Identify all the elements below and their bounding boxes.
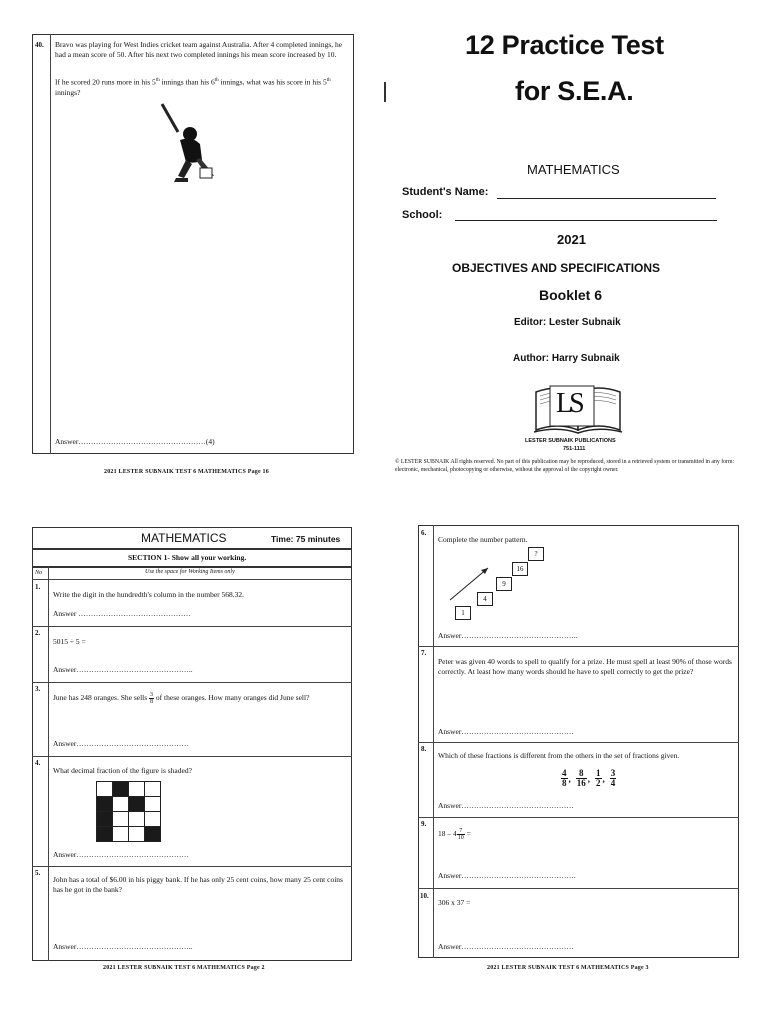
- q4-shaded-grid: [96, 781, 160, 841]
- page2-header-title: MATHEMATICS: [141, 531, 227, 545]
- q7-number: 7.: [421, 649, 427, 657]
- row-divider: [418, 888, 739, 889]
- step-5: ?: [528, 547, 544, 561]
- col-no: No: [35, 570, 43, 576]
- q2-text: 5015 ÷ 5 =: [53, 637, 86, 646]
- q4-text: What decimal fraction of the figure is shaded?: [53, 766, 192, 775]
- q7-text: Peter was given 40 words to spell to qualify for a prize. He must spell at least 90% of those words correctly. At least how many words should he have to spell correctly to get the prize?: [438, 657, 732, 676]
- q8-fraction-set: $\frac{4}{8}$ , $\frac{8}{16}$ , $\frac{1}{2}$ , $\frac{3}{4}$: [562, 768, 616, 788]
- cover-booklet: Booklet 6: [539, 287, 603, 303]
- q10-number: 10.: [420, 892, 429, 900]
- q40-question: If he scored 20 runs more in his 5th innings than his 6th innings, what was his score in his 5th innings?: [55, 77, 331, 97]
- q5-answer-line: Answer………………………………………..: [53, 942, 193, 951]
- step-1: 1: [455, 606, 471, 620]
- row-divider: [32, 682, 352, 683]
- q1-number: 1.: [35, 583, 41, 591]
- grid-cell: [112, 826, 129, 842]
- grid-cell: [96, 781, 113, 797]
- q8-answer-line: Answer………………………………………: [438, 801, 574, 810]
- q3-number: 3.: [35, 685, 41, 693]
- student-name-field[interactable]: [497, 198, 716, 199]
- grid-cell-shaded: [96, 811, 113, 827]
- grid-cell-shaded: [112, 781, 129, 797]
- student-name-label: Student's Name:: [402, 186, 489, 198]
- page2-section: SECTION 1- Show all your working.: [128, 553, 247, 562]
- q10-answer-line: Answer………………………………………: [438, 942, 574, 951]
- school-label: School:: [402, 209, 443, 221]
- q3-answer-line: Answer………………………………………: [53, 739, 189, 748]
- page2-footer: 2021 LESTER SUBNAIK TEST 6 MATHEMATICS Page 2: [103, 965, 265, 971]
- col-space: Use the space for Working Items only: [145, 569, 235, 575]
- grid-cell: [144, 781, 161, 797]
- page3-footer: 2021 LESTER SUBNAIK TEST 6 MATHEMATICS Page 3: [487, 965, 649, 971]
- q9-text: 18 – 4 $\frac{7}{10}$ =: [438, 828, 471, 841]
- q5-text: John has a total of $6.00 in his piggy bank. If he has only 25 cent coins, how many 25 cent coins has he got in the bank?: [53, 875, 343, 894]
- q40-text: Bravo was playing for West Indies cricket team against Australia. After 4 completed innings, he had a mean score of 50. After his next two completed innings his mean score increased by 10.: [55, 40, 343, 59]
- copyright-notice: © LESTER SUBNAIK All rights reserved. No part of this publication may be reproduced, stored in a retrieved system or transmitted in any form: electronic, mechanical, photocopying or otherwise, without the approval of the copyright owner.: [395, 459, 735, 473]
- q6-text: Complete the number pattern.: [438, 535, 528, 544]
- page16-footer: 2021 LESTER SUBNAIK TEST 6 MATHEMATICS Page 16: [104, 469, 269, 475]
- row-divider: [32, 579, 352, 580]
- row-divider: [418, 817, 739, 818]
- q40-number: 40.: [35, 41, 44, 49]
- publisher-name: LESTER SUBNAIK PUBLICATIONS: [525, 438, 616, 444]
- cover-editor: Editor: Lester Subnaik: [514, 317, 621, 328]
- grid-cell: [112, 796, 129, 812]
- q1-text: Write the digit in the hundredth's column in the number 568.32.: [53, 590, 245, 599]
- page2-time: Time: 75 minutes: [271, 534, 341, 544]
- row-divider: [32, 866, 352, 867]
- q9-fraction: $\frac{7}{10}$: [457, 828, 464, 841]
- q2-answer-line: Answer………………………………………..: [53, 665, 193, 674]
- q3-text: June has 248 oranges. She sells $\frac{3}{8}$ of these oranges. How many oranges did June sell?: [53, 692, 310, 705]
- grid-cell: [128, 781, 145, 797]
- grid-cell-shaded: [96, 826, 113, 842]
- school-field[interactable]: [455, 220, 717, 221]
- cover-title-line2: for S.E.A.: [515, 76, 634, 106]
- cover-subject: MATHEMATICS: [527, 162, 620, 177]
- q1-answer-line: Answer ………………………………………: [53, 609, 191, 618]
- cover-year: 2021: [557, 232, 586, 247]
- grid-cell: [144, 796, 161, 812]
- row-divider: [32, 626, 352, 627]
- grid-cell: [128, 826, 145, 842]
- cover-objectives: OBJECTIVES AND SPECIFICATIONS: [452, 261, 661, 275]
- cover-title-line1: 12 Practice Test: [465, 30, 664, 60]
- q4-answer-line: Answer………………………………………: [53, 850, 189, 859]
- q10-text: 306 x 37 =: [438, 898, 471, 907]
- q3-fraction: $\frac{3}{8}$: [150, 692, 154, 705]
- q4-number: 4.: [35, 759, 41, 767]
- grid-cell-shaded: [144, 826, 161, 842]
- q8-fraction: $\frac{4}{8}$: [562, 768, 567, 788]
- cricketer-illustration: [152, 100, 224, 184]
- q8-fraction: $\frac{8}{16}$: [576, 768, 586, 788]
- cover-author: Author: Harry Subnaik: [513, 353, 620, 364]
- step-3: 9: [496, 577, 512, 591]
- logo-letters: LS: [556, 388, 581, 419]
- q2-number: 2.: [35, 629, 41, 637]
- q8-fraction: $\frac{3}{4}$: [610, 768, 616, 788]
- grid-cell: [112, 811, 129, 827]
- q40-answer-line: Answer……………………………………………(4): [55, 437, 215, 446]
- grid-cell-shaded: [96, 796, 113, 812]
- scan-mark: [384, 82, 386, 102]
- q9-answer-line: Answer……………………………………….: [438, 871, 576, 880]
- grid-cell-shaded: [128, 796, 145, 812]
- q5-number: 5.: [35, 869, 41, 877]
- q8-number: 8.: [421, 745, 427, 753]
- grid-cell: [128, 811, 145, 827]
- step-4: 16: [512, 562, 528, 576]
- q40-number-divider: [50, 34, 51, 454]
- q8-fraction: $\frac{1}{2}$: [596, 768, 601, 788]
- publisher-phone: 751-1111: [563, 446, 586, 452]
- row-divider: [32, 756, 352, 757]
- row-divider: [418, 646, 739, 647]
- grid-cell: [144, 811, 161, 827]
- q8-text: Which of these fractions is different from the others in the set of fractions given.: [438, 751, 680, 760]
- step-2: 4: [477, 592, 493, 606]
- q6-number: 6.: [421, 529, 427, 537]
- q6-answer-line: Answer………………………………………..: [438, 631, 578, 640]
- q7-answer-line: Answer………………………………………: [438, 727, 574, 736]
- row-divider: [418, 742, 739, 743]
- q9-number: 9.: [421, 820, 427, 828]
